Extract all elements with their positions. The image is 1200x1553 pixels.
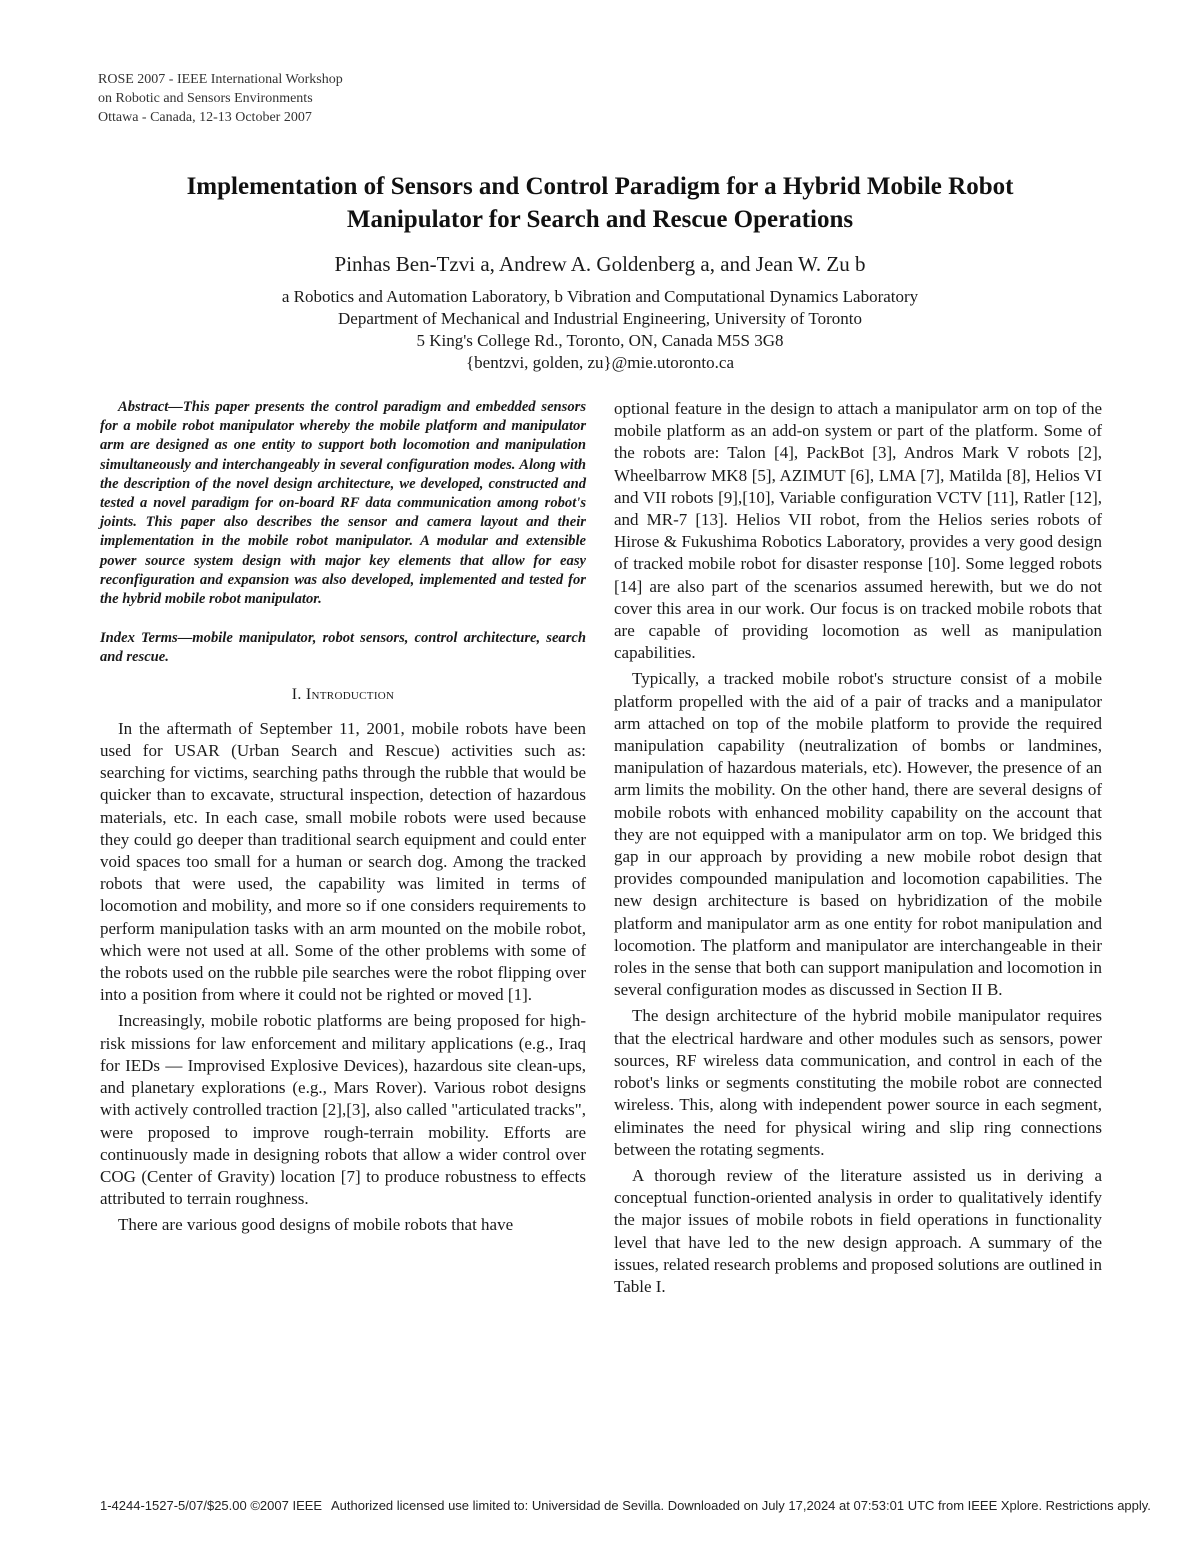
- paragraph: A thorough review of the literature assisted us in deriving a conceptual function-oriented analysis in order to qualitatively identify the major issues of mobile robots in field operations in functionality level that have led to the new design approach. A summary of the issues, related research problems and proposed solutions are outlined in Table I.: [614, 1165, 1102, 1296]
- affiliation-line: a Robotics and Automation Laboratory, b Vibration and Computational Dynamics Laboratory: [281, 287, 919, 306]
- affiliation-line: Department of Mechanical and Industrial Engineering, University of Toronto: [338, 309, 862, 328]
- right-column: [614, 398, 1102, 1302]
- affiliations: [60, 286, 1140, 374]
- paragraph: Increasingly, mobile robotic platforms are being proposed for high-risk missions for law enforcement and military applications (e.g., Iraq for IEDs — Improvised Explosive Devices), hazardous site clean-ups, and planetary explorations (e.g., Mars Rover). Various robot designs with actively controlled traction [2],[3], also called "articulated tracks", were proposed to improve rough-terrain mobility. Efforts are continuously made in designing robots that allow a wider control over COG (Center of Gravity) location [7] to produce robustness to effects attributed to terrain roughness.: [100, 1011, 586, 1209]
- email-line: {bentzvi, golden, zu}@mie.utoronto.ca: [465, 353, 734, 372]
- paragraph: There are various good designs of mobile robots that have: [118, 1215, 514, 1235]
- left-column: [100, 398, 586, 1241]
- conference-line: on Robotic and Sensors Environments: [98, 91, 313, 106]
- conference-line: Ottawa - Canada, 12-13 October 2007: [98, 110, 312, 125]
- conference-info: [98, 70, 343, 127]
- affiliation-line: 5 King's College Rd., Toronto, ON, Canada M5S 3G8: [416, 331, 784, 350]
- abstract: Abstract—This paper presents the control paradigm and embedded sensors for a mobile robot manipulator whereby the mobile platform and manipulator arm are designed as one entity to support both locomotion and manipulation simultaneously and interchangeably in several configuration modes. Along with the description of the novel design architecture, we developed, constructed and tested a novel paradigm for on-board RF data communication among robot's joints. This paper also describes the sensor and camera layout and their implementation in the mobile robot manipulator. A modular and extensible power source system design with major key elements that allow for easy reconfiguration and expansion was also developed, implemented and tested for the hybrid mobile robot manipulator.: [100, 399, 586, 608]
- index-terms: Index Terms—mobile manipulator, robot sensors, control architecture, search and rescue.: [100, 630, 586, 666]
- page-footer: [100, 1498, 1157, 1513]
- paper-title: [60, 170, 1140, 236]
- isbn-text: 1-4244-1527-5/07/$25.00 ©2007 IEEE: [100, 1498, 323, 1513]
- authors: Pinhas Ben-Tzvi a, Andrew A. Goldenberg a, and Jean W. Zu b: [334, 252, 866, 276]
- paragraph: The design architecture of the hybrid mobile manipulator requires that the electrical hardware and other modules such as sensors, power sources, RF wireless data communication, and control in each of the robot's links or segments constituting the mobile robot are connected wireless. This, along with independent power source in each segment, eliminates the need for physical wiring and slip ring connections between the rotating segments.: [614, 1006, 1102, 1159]
- title-line: Implementation of Sensors and Control Paradigm for a Hybrid Mobile Robot: [186, 173, 1014, 200]
- paragraph: Typically, a tracked mobile robot's structure consist of a mobile platform propelled with the aid of a pair of tracks and a manipulator arm attached on top of the mobile platform to provide the required manipulation capability (neutralization of bombs or landmines, manipulation of hazardous materials, etc). However, the presence of an arm limits the mobility. On the other hand, there are several designs of mobile robots with enhanced mobility capability on the account that they are not equipped with a manipulator arm on top. We bridged this gap in our approach by providing a new mobile robot design that provides compounded manipulation and locomotion capabilities. The new design architecture is based on hybridization of the mobile platform and manipulator arm as one entity for robot manipulation and locomotion. The platform and manipulator are interchangeable in their roles in the sense that both can support manipulation and locomotion in several configuration modes as discussed in Section II B.: [614, 669, 1102, 1000]
- conference-line: ROSE 2007 - IEEE International Workshop: [98, 72, 343, 87]
- section-heading: I. Introduction: [291, 685, 395, 703]
- license-text: Authorized licensed use limited to: Universidad de Sevilla. Downloaded on July 17,2024 at 07:53:01 UTC from IEEE Xplore. Restrictions apply.: [331, 1498, 1151, 1513]
- paragraph: In the aftermath of September 11, 2001, mobile robots have been used for USAR (Urban Search and Rescue) activities such as: searching for victims, searching paths through the rubble that would be quicker than to excavate, structural inspection, detection of hazardous materials, etc. In each case, small mobile robots were used because they could go deeper than traditional search equipment and could enter void spaces too small for a human or search dog. Among the tracked robots that were used, the capability was limited in terms of locomotion and mobility, and more so if one considers requirements to perform manipulation tasks with an arm mounted on the mobile robot, which were not used at all. Some of the other problems with some of the robots used on the rubble pile searches were the robot flipping over into a position from where it could not be righted or moved [1].: [100, 718, 586, 1005]
- title-line: Manipulator for Search and Rescue Operations: [346, 206, 854, 233]
- paragraph: optional feature in the design to attach a manipulator arm on top of the mobile platform as an add-on system or part of the platform. Some of the robots are: Talon [4], PackBot [3], Andros Mark V robots [2], Wheelbarrow MK8 [5], AZIMUT [6], LMA [7], Matilda [8], Helios VI and VII robots [9],[10], Variable configuration VCTV [11], Ratler [12], and MR-7 [13]. Helios VII robot, from the Helios series robots of Hirose & Fukushima Robotics Laboratory, provides a very good design of tracked mobile robot for disaster response [10]. Some legged robots [14] are also part of the scenarios assumed herewith, but we do not cover this area in our work. Our focus is on tracked mobile robots that are capable of providing locomotion as well as manipulation capabilities.: [614, 399, 1102, 663]
